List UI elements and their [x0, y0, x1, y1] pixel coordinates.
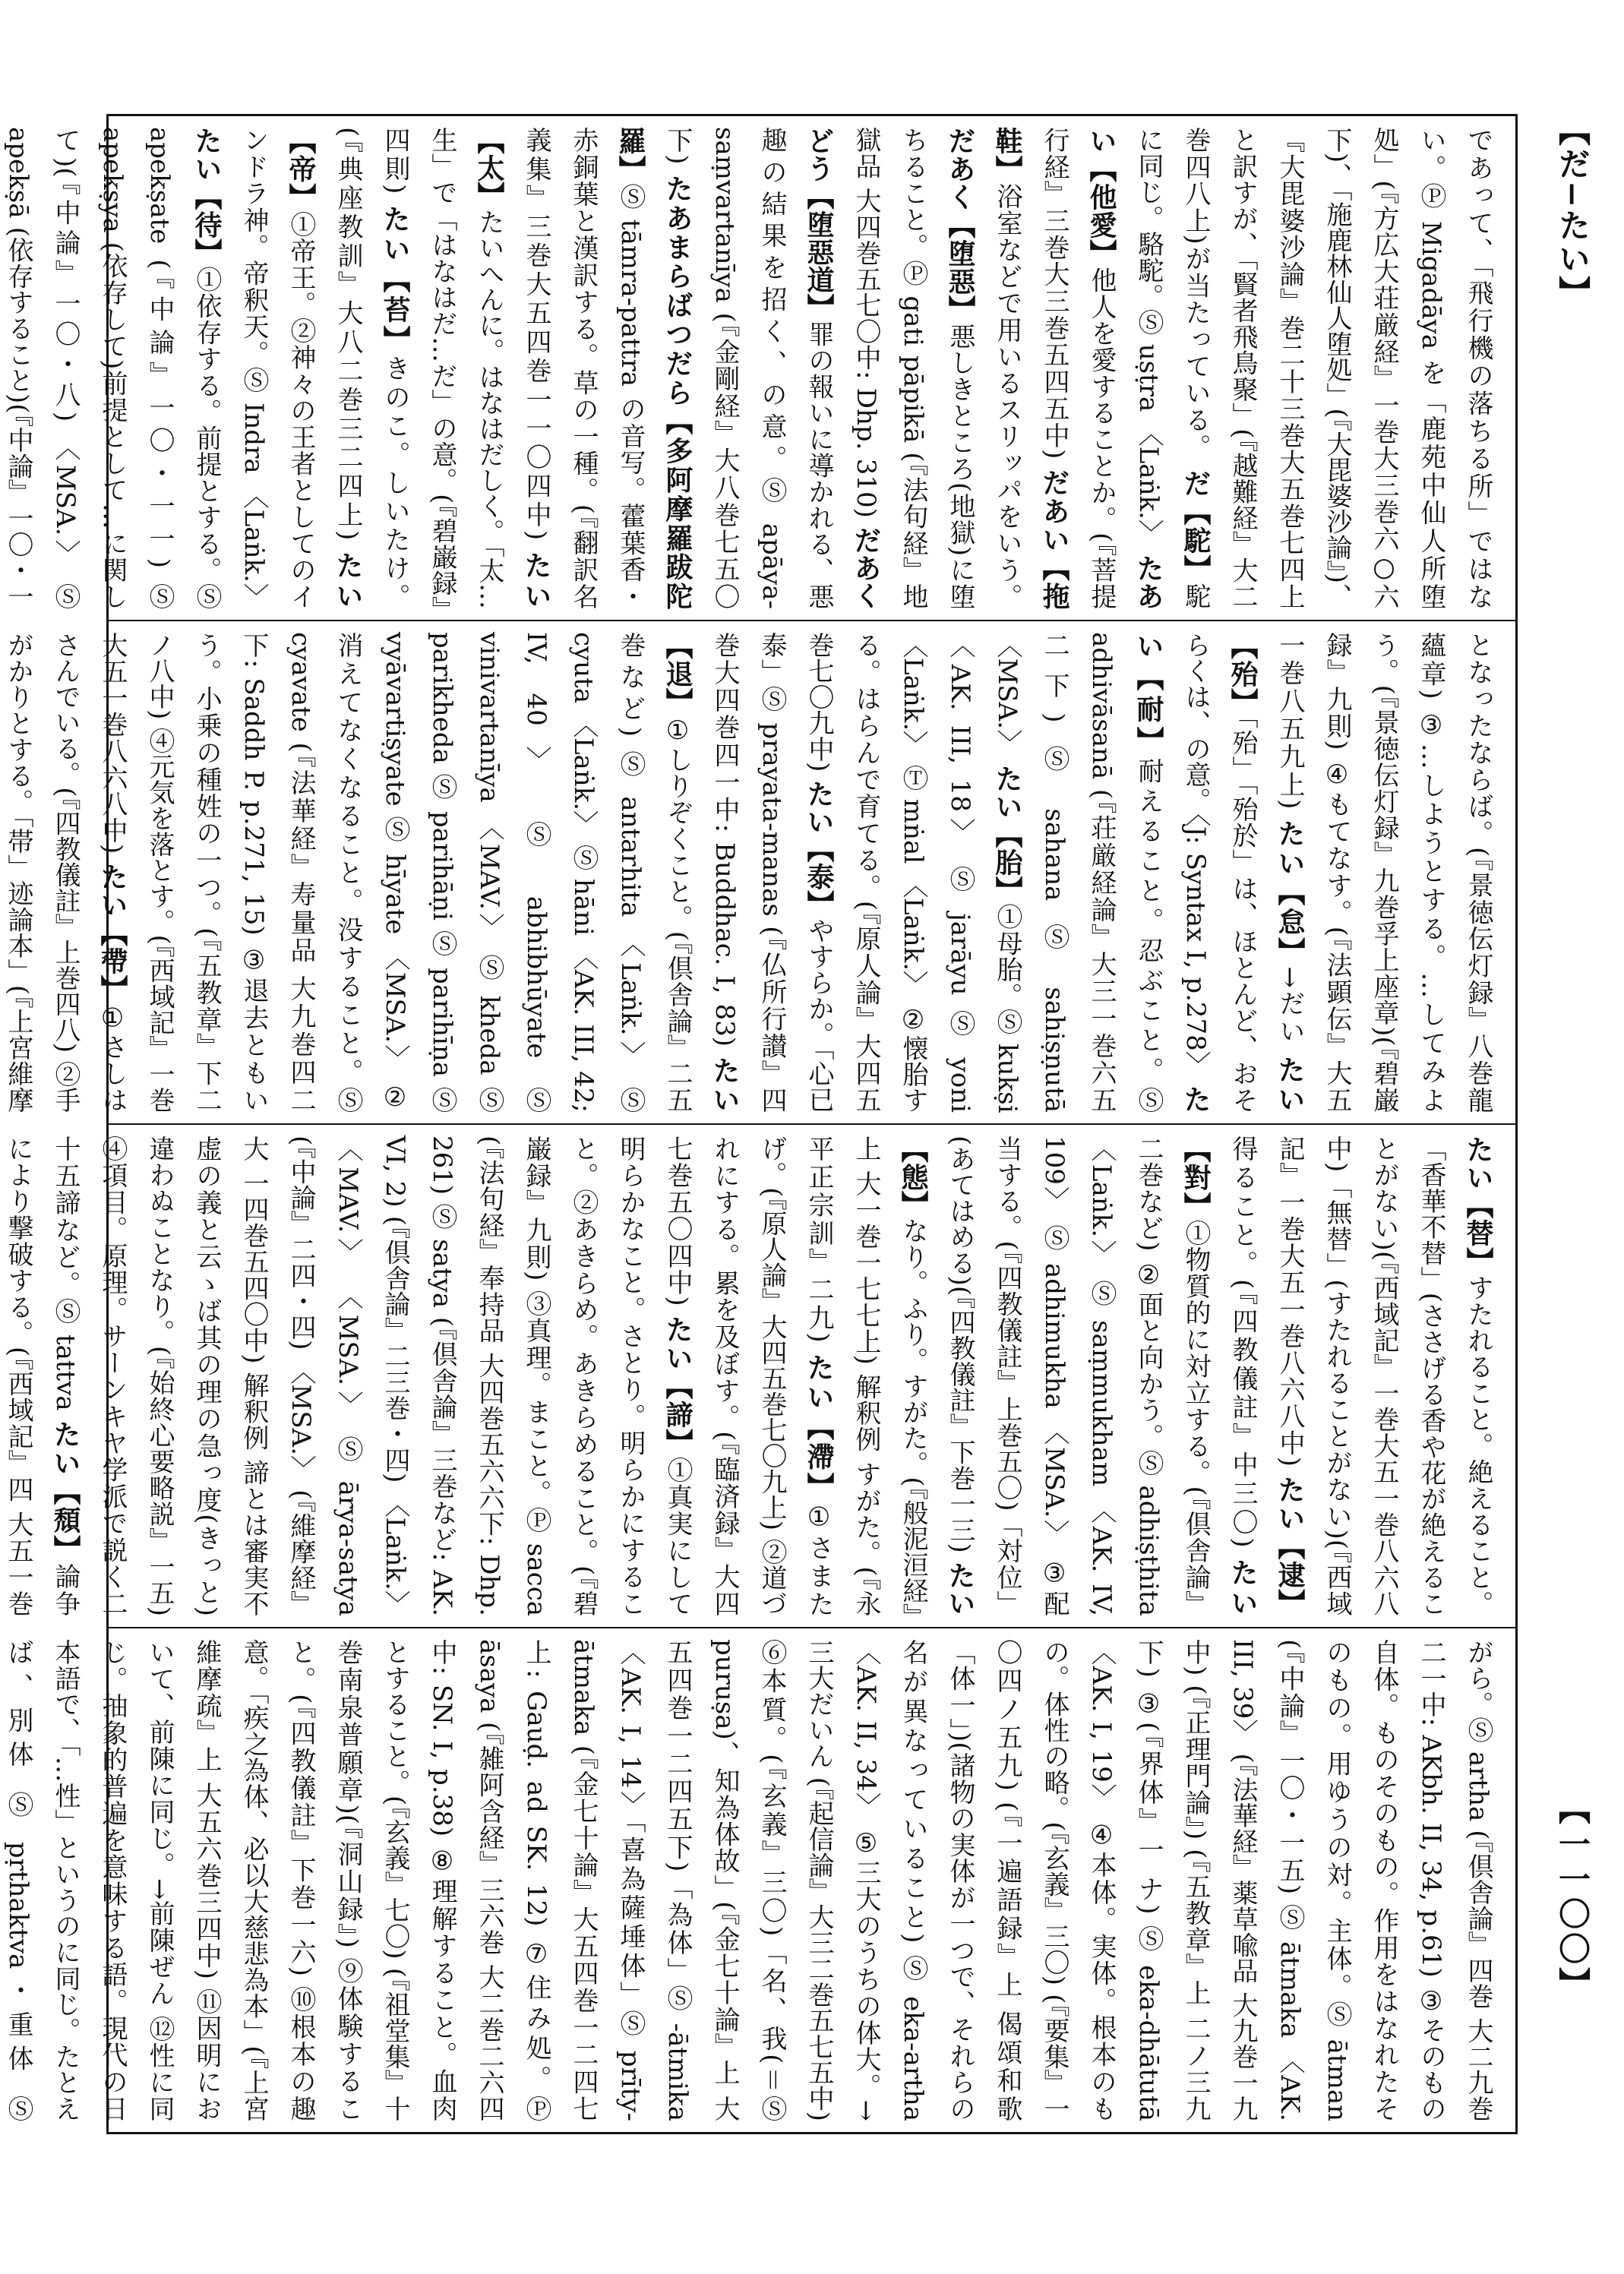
- entry: [945, 1135, 1258, 1616]
- entry-text: ①真実にして明らかなこと。さとり。明らかにすること。②あきらめ。あきらめること。(『碧巌録』九則) ③真理。まこと。Ⓟ sacca (『法句経』奉持品 大四巻五六六下: Dhp. 261) Ⓢ satya (『倶舎論』三巻など: AK. VI, 2) (『倶舎論』二三巻・四) 〈Laṅk.〉 〈MAV.〉 〈MSA.〉 Ⓢ ārya-satya (『中論』二四・四) 〈MSA.〉 (『維摩経』大 一四巻五四〇中) 解釈例 諦とは審実不虚の義と云ゝば其の理の急っ度(きっと)違わぬことなり。(『始終心要略説』一五) ④項目。原理。サーンキヤ学派で説く二十五諦など。Ⓢ tattva: [50, 1135, 693, 1617]
- entry-text: 論争により撃破する。(『西域記』四 大五一巻: [3, 1135, 81, 1617]
- text-band-3: [3, 1123, 1515, 1627]
- page-header-range: 【だ−たい】: [1554, 114, 1591, 310]
- entry: [521, 127, 693, 609]
- entry-head: たい【怠】: [1274, 819, 1306, 967]
- entry-head: たい【太】: [473, 127, 552, 610]
- entry: [0, 127, 222, 609]
- text-band-1: [3, 116, 1515, 620]
- entry-text: ①母胎。Ⓢ kukṣi 〈AK. III, 18〉 Ⓢ jarāyu Ⓢ yoni 〈Laṅk.〉 Ⓣ mṅal 〈Laṅk.〉 ②懐胎する。はらんで育てる。(『原人論』大四五巻七〇九中): [804, 632, 1022, 1113]
- entry-text: ①しりぞくこと。(『倶舎論』二五巻など) Ⓢ antarhita 〈Laṅk.〉 Ⓢ cyuta 〈Laṅk.〉 Ⓢ hāni 〈AK. III, 42; IV, 40〉 Ⓢ abhibhūyate Ⓢ vinivartanīya 〈MAV.〉 Ⓢ kheda Ⓢ parikheda Ⓢ parihāṇi Ⓢ parihīṇa Ⓢ vyāvartiṣyate Ⓢ hīyate 〈MSA.〉 ②消えてなくなること。没すること。Ⓢ cyavate (『法華経』寿量品 大九巻四二下: Saddh P. p.271, 15) ③退去ともいう。小乗の種姓の一つ。(『五教章』下二ノ八中) ④元気を落とす。(『西域記』一巻大五一巻八六八中): [97, 632, 693, 1113]
- entry: [333, 127, 410, 609]
- entry-text: であって、「飛行機の落ちる所」ではない。Ⓟ Migadāya を「鹿苑中仙人所堕処」(『方広大荘厳経』一巻大三巻六○六下)、「施鹿林仙人堕処」(『大毘婆沙論』)、『大毘婆沙論』巻二十三巻大五巻七四上 と訳すが、「賢者飛鳥聚」(『越難経』大二巻四八上)が当たっている。: [1180, 127, 1493, 609]
- entry: [662, 127, 881, 609]
- entry-text: 罪の報いに導かれる、悪趣の結果を招く、の意。Ⓢ apāya-saṃvartanīya (『金剛経』大八巻七五〇下): [662, 127, 834, 610]
- entry-text: 浴室などで用いるスリッパをいう。: [992, 183, 1022, 610]
- entry-head: たい【退】: [662, 632, 741, 1113]
- entry-text: 耐えること。忍ぶこと。Ⓢ adhivāsanā (『荘厳経論』大三一巻六五二下) Ⓢ sahana Ⓢ sahiṣṇutā 〈MSA.〉: [992, 632, 1164, 1113]
- entry-text: 駝に同じ。駱駝。Ⓢ uṣṭra 〈Laṅk.〉: [1133, 127, 1211, 610]
- entry-head: たい【滯】: [803, 1353, 835, 1502]
- band-3-text: [3, 1125, 1515, 1627]
- entry: [97, 632, 740, 1113]
- entry-text: ①帝王。②神々の王者としてのインドラ神。帝釈天。Ⓢ Indra 〈Laṅk.〉: [239, 127, 316, 609]
- entry: [1275, 1135, 1493, 1616]
- entry-text: →だい: [1275, 966, 1305, 1046]
- entry-head: たい【耐】: [1133, 632, 1212, 1113]
- band-4-text: [3, 1628, 1515, 2132]
- entry-head: だあい【拖鞋】: [991, 127, 1070, 610]
- entry: [804, 632, 1022, 1113]
- entry-head: だあくどう【堕惡道】: [803, 127, 882, 610]
- entry-text: すたれること。絶えること。「香華不替」(ささげる香や花が絶えることがない)(『西域記』一巻大五一巻八六八中)「無替」(すたれることがない)(『西域記』一巻大五一巻八六八中): [1275, 1135, 1493, 1617]
- entry: [1275, 820, 1305, 1046]
- entry-head: たい【待】: [191, 127, 223, 267]
- text-band-2: [3, 620, 1515, 1123]
- entry-text: やすらか。「心已泰」Ⓢ prayata-manas (『仏所行讃』四巻大四巻四一中: Buddhac. I, 83): [709, 632, 834, 1113]
- entry-head: たい【頹】: [49, 1420, 81, 1564]
- entry-head: たい【逮】: [1274, 1476, 1306, 1617]
- entry-text: たいへんに。はなはだしく。「太…生」で「はなはだ…だ」の意。(『碧巌録』四則): [380, 127, 504, 609]
- entry-head: たい【殆】: [1227, 632, 1306, 1113]
- entry-head: たい【諦】: [662, 1315, 694, 1457]
- entry-head: たい【泰】: [803, 780, 835, 918]
- entry-text: となったならば。(『景徳伝灯録』八巻龍蘊章) ③…しようとする。…してみよう。(『景徳伝灯録』九巻孚上座章)(『碧巌録』九則) ④もてなす。(『法顕伝』大五一巻八五九上): [1275, 632, 1493, 1113]
- entry-head: だあく【堕惡】: [944, 127, 976, 324]
- entry: [992, 632, 1211, 1113]
- entry-head: だ【駝】: [1180, 469, 1212, 584]
- entry-head: たい【替】: [1462, 1135, 1494, 1275]
- entry-text: ①さまたげ。(『原人論』大四五巻七〇九上) ②道づれにする。累を及ぼす。(『臨済録』大四七巻五〇四中): [662, 1135, 834, 1617]
- entry-head: たあい【他愛】: [1085, 127, 1164, 609]
- entry-text: 「殆」「殆於」は、ほとんど、おそらくは、の意。〈J: Syntax I, p.278〉: [1180, 632, 1258, 1113]
- entry-text: Ⓢ tāmra-pattra の音写。藿葉香・赤銅葉と漢訳する。草の一種。(『翻訳名義集』三巻大五四巻一一〇四中): [521, 127, 646, 610]
- entry-text: ①さしはさんでいる。(『四教儀註』上巻四八) ②手がかりとする。「帯」迹論本」(『上宮維摩: [3, 632, 128, 1113]
- entry-text: ①依存する。前提とする。Ⓢ apekṣate (『中論』一〇・一一) Ⓢ apekṣya (依存して)前提として…に関して)(『中論』一〇・八) 〈MSA.〉 Ⓢ apekṣā (依存すること)(『中論』一〇・一: [3, 127, 222, 610]
- entry: [50, 1135, 693, 1616]
- entry-text: ①物質的に対立する。(『倶舎論』二巻など) ②面と向かう。Ⓢ adhiṣṭhita 〈Laṅk.〉 Ⓢ saṃmukham 〈AK. IV, 109〉 Ⓢ adhimukha 〈MSA.〉 ③配当する。(『四教儀註』上巻五〇)「対位」(あてはめる)(『四教儀註』下巻一三): [945, 1135, 1211, 1617]
- band-1-text: [3, 116, 1515, 620]
- entry-text: がら。Ⓢ artha (『倶舎論』四巻 大二九巻二一中: AKbh. II, 34, p.61) ③そのもの自体。ものそのもの。作用をはなれたそのもの。用ゆうの対。主体。Ⓢ ātman (『中論』一〇・一五) Ⓢ ātmaka 〈AK. III, 39〉 (『法華経』薬草喩品 大九巻一九中) (『正理門論』) (『五教章』上 二ノ三九下) ③(『界体』一 ナ) Ⓢ eka-dhātutā 〈AK. I, 19〉 ④本体。実体。根本のもの。体性の略。(『玄義』三〇) (『要集』一〇四ノ五九) (『一遍語録』上 偈頌和歌「体一」)(諸物の実体が一つで、それらの名が異なっていること) Ⓢ eka-artha 〈AK. II, 34〉 ⑤三大のうちの体大。→三大だいん (『起信論』大三二巻五七五中) ⑥本質。(『玄義』三〇)「名、我(＝Ⓢ puruṣa)、知為体故」(『金七十論』上 大五四巻一二四五下)「為体」Ⓢ -ātmika 〈AK. I, 14〉「喜為薩埵体」Ⓢ prīty-ātmaka (『金七十論』大五四巻一二四七上: Gauḍ. ad SK. 12) ⑦住み処。Ⓟ āsaya (『雑阿含経』三六巻 大二巻二六四中: SN. I, p.38) ⑧理解すること。血肉とすること。(『玄義』七〇) (『祖堂集』十巻南泉普願章)(『洞山録』) ⑨体験すること。(『四教儀註』下巻一六) ⑩根本の趣意。「疾之為体、必以大慈悲為本」(『上宮維摩疏』上 大五六巻三四中) ⑪因明において、前陳に同じ。→前陳ぜん ⑫性に同じ。抽象的普遍を意味する語。現代の日本語で、「…性」というのに同じ。たとえば、別体 Ⓢ pṛthaktva・重体 Ⓢ: [3, 1639, 1493, 2121]
- entry-text: 得ること。(『四教儀註』中三〇): [1227, 1135, 1258, 1548]
- entry-text: きのこ。しいたけ。(『典座教訓』大八二巻三二四上): [333, 127, 410, 610]
- entry-head: たあまらばつだら【多阿摩羅跋陀羅】: [615, 127, 694, 610]
- entry-head: たい【態】: [897, 1135, 976, 1616]
- entry-head: たい【胎】: [991, 764, 1023, 904]
- entry-head: たい【帶】: [96, 862, 128, 1003]
- entry: [1275, 632, 1493, 1113]
- entry-text: 他人を愛することか。(『菩提行経』三巻大三巻五四五中): [1039, 127, 1117, 610]
- entry-text: 悪しきところ(地獄)に堕ちること。Ⓟ gati pāpikā (『法句経』地獄品 大四巻五七〇中: Dhp. 310): [851, 127, 975, 609]
- entry-text: なり。ふり。すがた。(『般泥洹経』上 大一巻一七七上) 解釈例 すがた。(『永平正宗訓』二九): [804, 1135, 928, 1617]
- text-band-4: [3, 1627, 1515, 2132]
- entry-head: たい【對】: [1180, 1135, 1259, 1617]
- page-number: 【一一〇〇】: [1554, 1792, 1591, 2002]
- band-2-text: [3, 621, 1515, 1123]
- entry-head: たい【帝】: [285, 127, 364, 609]
- dictionary-page-frame: [3, 114, 1518, 2134]
- entry: [0, 1639, 1493, 2121]
- entry: [1180, 127, 1493, 609]
- entry-head: たい【苔】: [379, 204, 411, 355]
